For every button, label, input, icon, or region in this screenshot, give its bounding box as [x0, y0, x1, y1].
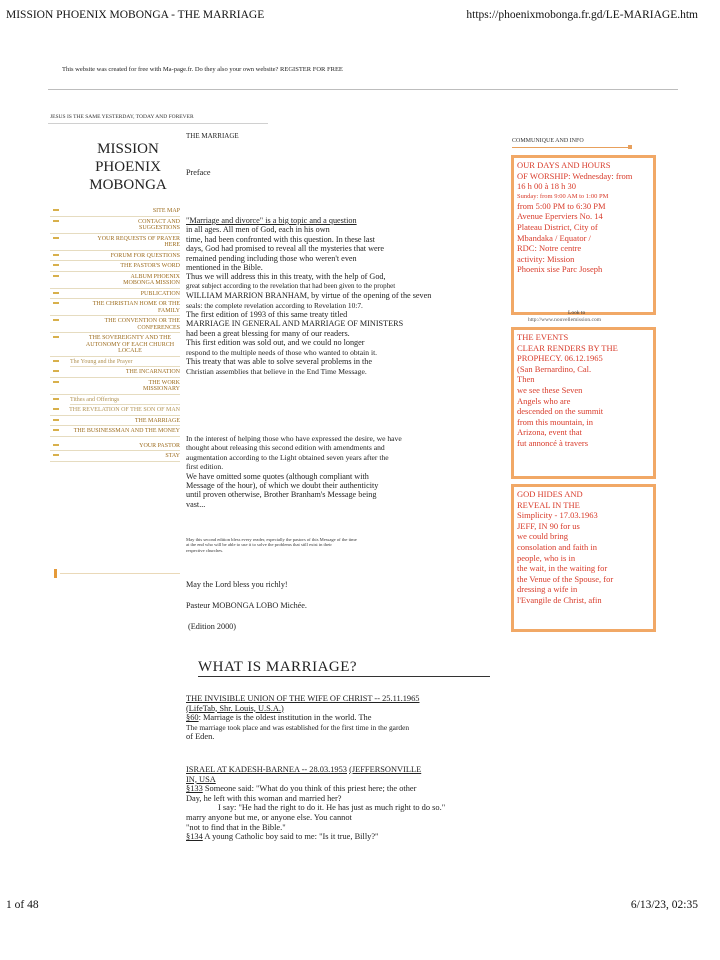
bullet-dash	[53, 419, 59, 421]
quote-line: marry anyone but me, or anyone else. You cannot	[186, 812, 352, 822]
quote-title-line	[186, 765, 606, 775]
quote-block	[186, 694, 596, 742]
body-line: We have omitted some quotes (although compliant with	[186, 471, 369, 481]
nav-item[interactable]	[50, 335, 182, 357]
box-line: RDC: Notre centre	[517, 243, 582, 254]
box-line: the wait, in the waiting for	[517, 563, 608, 574]
body-line: The first edition of 1993 of this same treaty titled	[186, 310, 348, 320]
box-line: dressing a wife in	[517, 584, 578, 595]
box-line: consolation and faith in	[517, 541, 598, 552]
box-line: Simplicity - 17.03.1963	[517, 510, 598, 521]
box-line: fut annoncé à travers	[517, 437, 589, 448]
preface-heading: Preface	[186, 168, 211, 177]
bullet-dash	[53, 237, 59, 239]
sidebar-label: COMMUNIQUE AND INFO	[512, 138, 584, 144]
quote-line	[186, 784, 606, 794]
box-line: from this mountain, in	[517, 416, 594, 427]
box-line: (San Bernardino, Cal.	[517, 363, 592, 374]
box-line: Avenue Eperviers No. 14	[517, 211, 603, 222]
bullet-dash	[53, 209, 59, 211]
nav-item-label: THE PASTOR'S WORD	[120, 263, 180, 269]
nav-item-label: FORUM FOR QUESTIONS	[110, 252, 180, 259]
quote-text: A young Catholic boy said to me: "Is it true, Billy?"	[204, 832, 379, 842]
box-line: OF WORSHIP: Wednesday: from	[517, 170, 633, 181]
nav-item-label: THE SOVEREIGNTY AND THE AUTONOMY OF EACH CHURCH LOCALE	[85, 335, 175, 354]
bullet-dash	[53, 264, 59, 266]
nav-item-label: THE MARRIAGE	[134, 417, 180, 424]
sidebar-nav	[50, 208, 182, 464]
nav-item-label: CONTACT AND SUGGESTIONS	[138, 218, 180, 231]
quote-block	[186, 765, 606, 842]
nav-item-label: THE WORK MISSIONARY	[142, 379, 180, 392]
nav-item-label: THE BUSINESSMAN AND THE MONEY	[73, 428, 180, 434]
host-banner[interactable]: This website was created for free with Ma-page.fr. Do they also your own website? REGISTER FOR FREE	[62, 66, 343, 73]
nav-item-label: SITE MAP	[152, 208, 180, 214]
box-line: people, who is in	[517, 552, 576, 563]
note-line: at the end who will be able to use it to solve the problems that still exist in their	[186, 542, 332, 548]
bullet-dash	[53, 302, 59, 304]
worship-hours-box	[511, 155, 656, 315]
body-line: respond to the multiple needs of those who wanted to obtain it.	[186, 347, 378, 357]
quote-line: I say: "He had the right to do it. He has just as much right to do so."	[218, 803, 446, 813]
box-line: we see these Seven	[517, 384, 583, 395]
nav-item-label: THE CHRISTIAN HOME OR THE FAMILY	[92, 301, 180, 314]
nav-item[interactable]	[50, 397, 182, 406]
nav-item[interactable]	[50, 301, 182, 316]
print-header-title: MISSION PHOENIX MOBONGA - THE MARRIAGE	[6, 9, 265, 21]
quote-line	[186, 713, 596, 723]
body-line: augmentation according to the Light obtained seven years after the	[186, 452, 389, 462]
box-line: Phoenix sise Parc Joseph	[517, 264, 603, 275]
body-line: until proven otherwise, Brother Branham's Message being	[186, 490, 377, 500]
box-line: GOD HIDES AND	[517, 489, 583, 499]
box-line: CLEAR RENDERS BY THE	[517, 342, 618, 353]
blessing: May the Lord bless you richly!	[186, 580, 288, 589]
bullet-dash	[53, 254, 59, 256]
nav-item[interactable]	[50, 407, 182, 416]
site-title[interactable]	[70, 140, 186, 194]
nav-item-label: THE REVELATION OF THE SON OF MAN	[69, 407, 180, 413]
body-line: seals: the complete revelation according to Revelation 10:7.	[186, 300, 363, 310]
box-line: PROPHECY. 06.12.1965	[517, 353, 603, 364]
page-count: 1 of 48	[6, 899, 39, 911]
nav-item[interactable]	[50, 443, 182, 452]
quote-line: The marriage took place and was established for the first time in the garden	[186, 722, 410, 732]
body-line: In the interest of helping those who have expressed the desire, we have	[186, 434, 402, 443]
section-label: THE MARRIAGE	[186, 132, 239, 140]
body-line: "Marriage and divorce" is a big topic and a question	[186, 216, 357, 225]
nav-item-label: Tithes and Offerings	[70, 396, 120, 403]
quote-source: (LifeTab, Shr. Louis, U.S.A.)	[186, 703, 284, 713]
sidebar-label-marker	[628, 145, 632, 149]
section-heading: WHAT IS MARRIAGE?	[198, 659, 358, 675]
quote-line: Day, he left with this woman and married her?	[186, 793, 342, 803]
box-line: Sunday: from 9:00 AM to 1:00 PM	[517, 192, 609, 200]
bullet-dash	[53, 275, 59, 277]
paragraph-ref: §60	[186, 713, 199, 723]
bullet-dash	[53, 454, 59, 456]
paragraph-ref: §133	[186, 784, 203, 794]
bullet-dash	[53, 360, 59, 362]
box-line: from 5:00 PM to 6:30 PM	[517, 200, 606, 211]
box-line: Angels who are	[517, 395, 571, 406]
events-box	[511, 327, 656, 479]
nav-item[interactable]	[50, 318, 182, 333]
nav-item-label: THE INCARNATION	[125, 369, 180, 375]
nav-item-label: THE CONVENTION OR THE CONFERENCES	[104, 318, 180, 331]
print-header-url: https://phoenixmobonga.fr.gd/LE-MARIAGE.htm	[466, 9, 698, 21]
nav-item[interactable]	[50, 359, 182, 368]
body-line: Christian assemblies that believe in the End Time Message.	[186, 366, 367, 376]
bullet-dash	[53, 292, 59, 294]
body-line: vast...	[186, 499, 206, 509]
nav-item[interactable]	[50, 208, 182, 217]
edition: (Edition 2000)	[188, 622, 236, 631]
box-line: REVEAL IN THE	[517, 499, 580, 510]
bullet-dash	[53, 370, 59, 372]
nav-item[interactable]	[50, 274, 182, 289]
nav-item[interactable]	[50, 219, 182, 234]
print-datetime: 6/13/23, 02:35	[630, 899, 698, 911]
nav-item[interactable]	[50, 369, 182, 378]
banner-divider	[48, 89, 678, 90]
body-line: in all ages. All men of God, each in his own	[186, 225, 330, 235]
body-line: This first edition was sold out, and we could no longer	[186, 338, 365, 348]
quote-title: THE INVISIBLE UNION OF THE WIFE OF CHRIST -- 25.11.1965	[186, 694, 420, 703]
body-line: days, God had promised to reveal all the mysteries that were	[186, 244, 385, 254]
quote-line: "not to find that in the Bible."	[186, 822, 286, 832]
nav-item-label: PUBLICATION	[140, 290, 180, 297]
nav-item[interactable]	[50, 380, 182, 395]
box-line: descended on the summit	[517, 406, 604, 417]
box-line: the Venue of the Spouse, for	[517, 573, 614, 584]
bullet-dash	[53, 220, 59, 222]
site-title-line: MOBONGA	[89, 177, 167, 193]
box-line: JEFF, IN 90 for us	[517, 520, 580, 531]
quote-line	[186, 832, 606, 842]
edition-note	[186, 537, 476, 553]
look-label: Look to	[568, 310, 586, 316]
box-line: Plateau District, City of	[517, 221, 598, 232]
preface-body	[186, 216, 486, 376]
quote-source-cont: IN, USA	[186, 774, 216, 784]
body-line: WILLIAM MARRION BRANHAM, by virtue of the opening of the seven	[186, 291, 432, 301]
box-line: Then	[517, 374, 535, 385]
box-line: Mbandaka / Equator /	[517, 232, 591, 243]
body-line: MARRIAGE IN GENERAL AND MARRIAGE OF MINISTERS	[186, 319, 404, 329]
body-line: time, had been confronted with this question. In these last	[186, 234, 375, 244]
site-title-line: PHOENIX	[95, 159, 161, 175]
quote-text: Someone said: "What do you think of this priest here; the other	[204, 784, 417, 794]
nav-item-label: ALBUM PHOENIX MOBONGA MISSION	[123, 273, 180, 286]
bullet-dash	[53, 398, 59, 400]
signature: Pasteur MOBONGA LOBO Michée.	[186, 601, 307, 610]
nav-end-divider	[60, 573, 180, 574]
body-line: great subject according to the revelation that had been given to the prophet	[186, 281, 396, 290]
nav-item[interactable]	[50, 453, 182, 462]
body-line: had been a great blessing for many of our readers.	[186, 328, 350, 338]
god-hides-box	[511, 484, 656, 632]
body-line: Message of the hour), of which we doubt their authenticity	[186, 481, 379, 491]
box-line: we could bring	[517, 531, 568, 542]
box-line: THE EVENTS	[517, 332, 569, 342]
nav-item-label: The Young and the Prayer	[70, 358, 133, 365]
site-title-line: MISSION	[97, 141, 159, 157]
nav-item-active[interactable]	[50, 418, 182, 427]
nav-item[interactable]	[50, 428, 182, 437]
nav-item-label: YOUR PASTOR	[139, 442, 180, 449]
nav-item[interactable]	[50, 263, 182, 272]
bullet-dash	[53, 429, 59, 431]
quote-source: (JEFFERSONVILLE	[349, 765, 422, 774]
bullet-dash	[53, 408, 59, 410]
note-line: respective churches.	[186, 547, 224, 553]
box-line: l'Evangile de Christ, afin	[517, 594, 602, 605]
body-line: Thus we will address this in this treaty, with the help of God,	[186, 272, 386, 282]
tagline: JESUS IS THE SAME YESTERDAY, TODAY AND FOREVER	[50, 114, 194, 120]
nav-item[interactable]	[50, 236, 182, 251]
nav-item-label: YOUR REQUESTS OF PRAYER HERE	[97, 235, 180, 248]
nav-item[interactable]	[50, 291, 182, 300]
body-line: thought about releasing this second edition with amendments and	[186, 443, 385, 453]
box-line: activity: Mission	[517, 253, 575, 264]
body-line: remained pending including those who weren't even	[186, 253, 357, 263]
body-line: mentioned in the Bible.	[186, 263, 263, 273]
quote-text: : Marriage is the oldest institution in the world. The	[198, 713, 372, 723]
sidebar-label-rule	[512, 147, 632, 148]
quote-line: of Eden.	[186, 732, 215, 742]
body-line: This treaty that was able to solve several problems in the	[186, 357, 372, 367]
note-line: May this second edition bless every reader, especially the pastors of this Message of the time	[186, 537, 357, 542]
bullet-dash	[53, 319, 59, 321]
heading-underline	[198, 676, 490, 677]
tagline-divider	[48, 123, 268, 124]
quote-title: ISRAEL AT KADESH-BARNEA -- 28.03.1953	[186, 765, 347, 774]
box-line: 16 h 00 à 18 h 30	[517, 181, 577, 192]
paragraph-ref: §134	[186, 832, 203, 842]
bullet-dash	[53, 336, 59, 338]
body-line: first edition.	[186, 462, 224, 472]
preface-body-continued	[186, 434, 486, 509]
box-line: OUR DAYS AND HOURS	[517, 160, 611, 170]
box-line: Arizona, event that	[517, 427, 582, 438]
nav-end-marker	[54, 569, 57, 578]
nav-item-label: STAY	[165, 453, 180, 459]
bullet-dash	[53, 444, 59, 446]
look-link[interactable]: http://www.nouvellemission.com	[528, 317, 601, 323]
nav-item[interactable]	[50, 253, 182, 262]
bullet-dash	[53, 381, 59, 383]
